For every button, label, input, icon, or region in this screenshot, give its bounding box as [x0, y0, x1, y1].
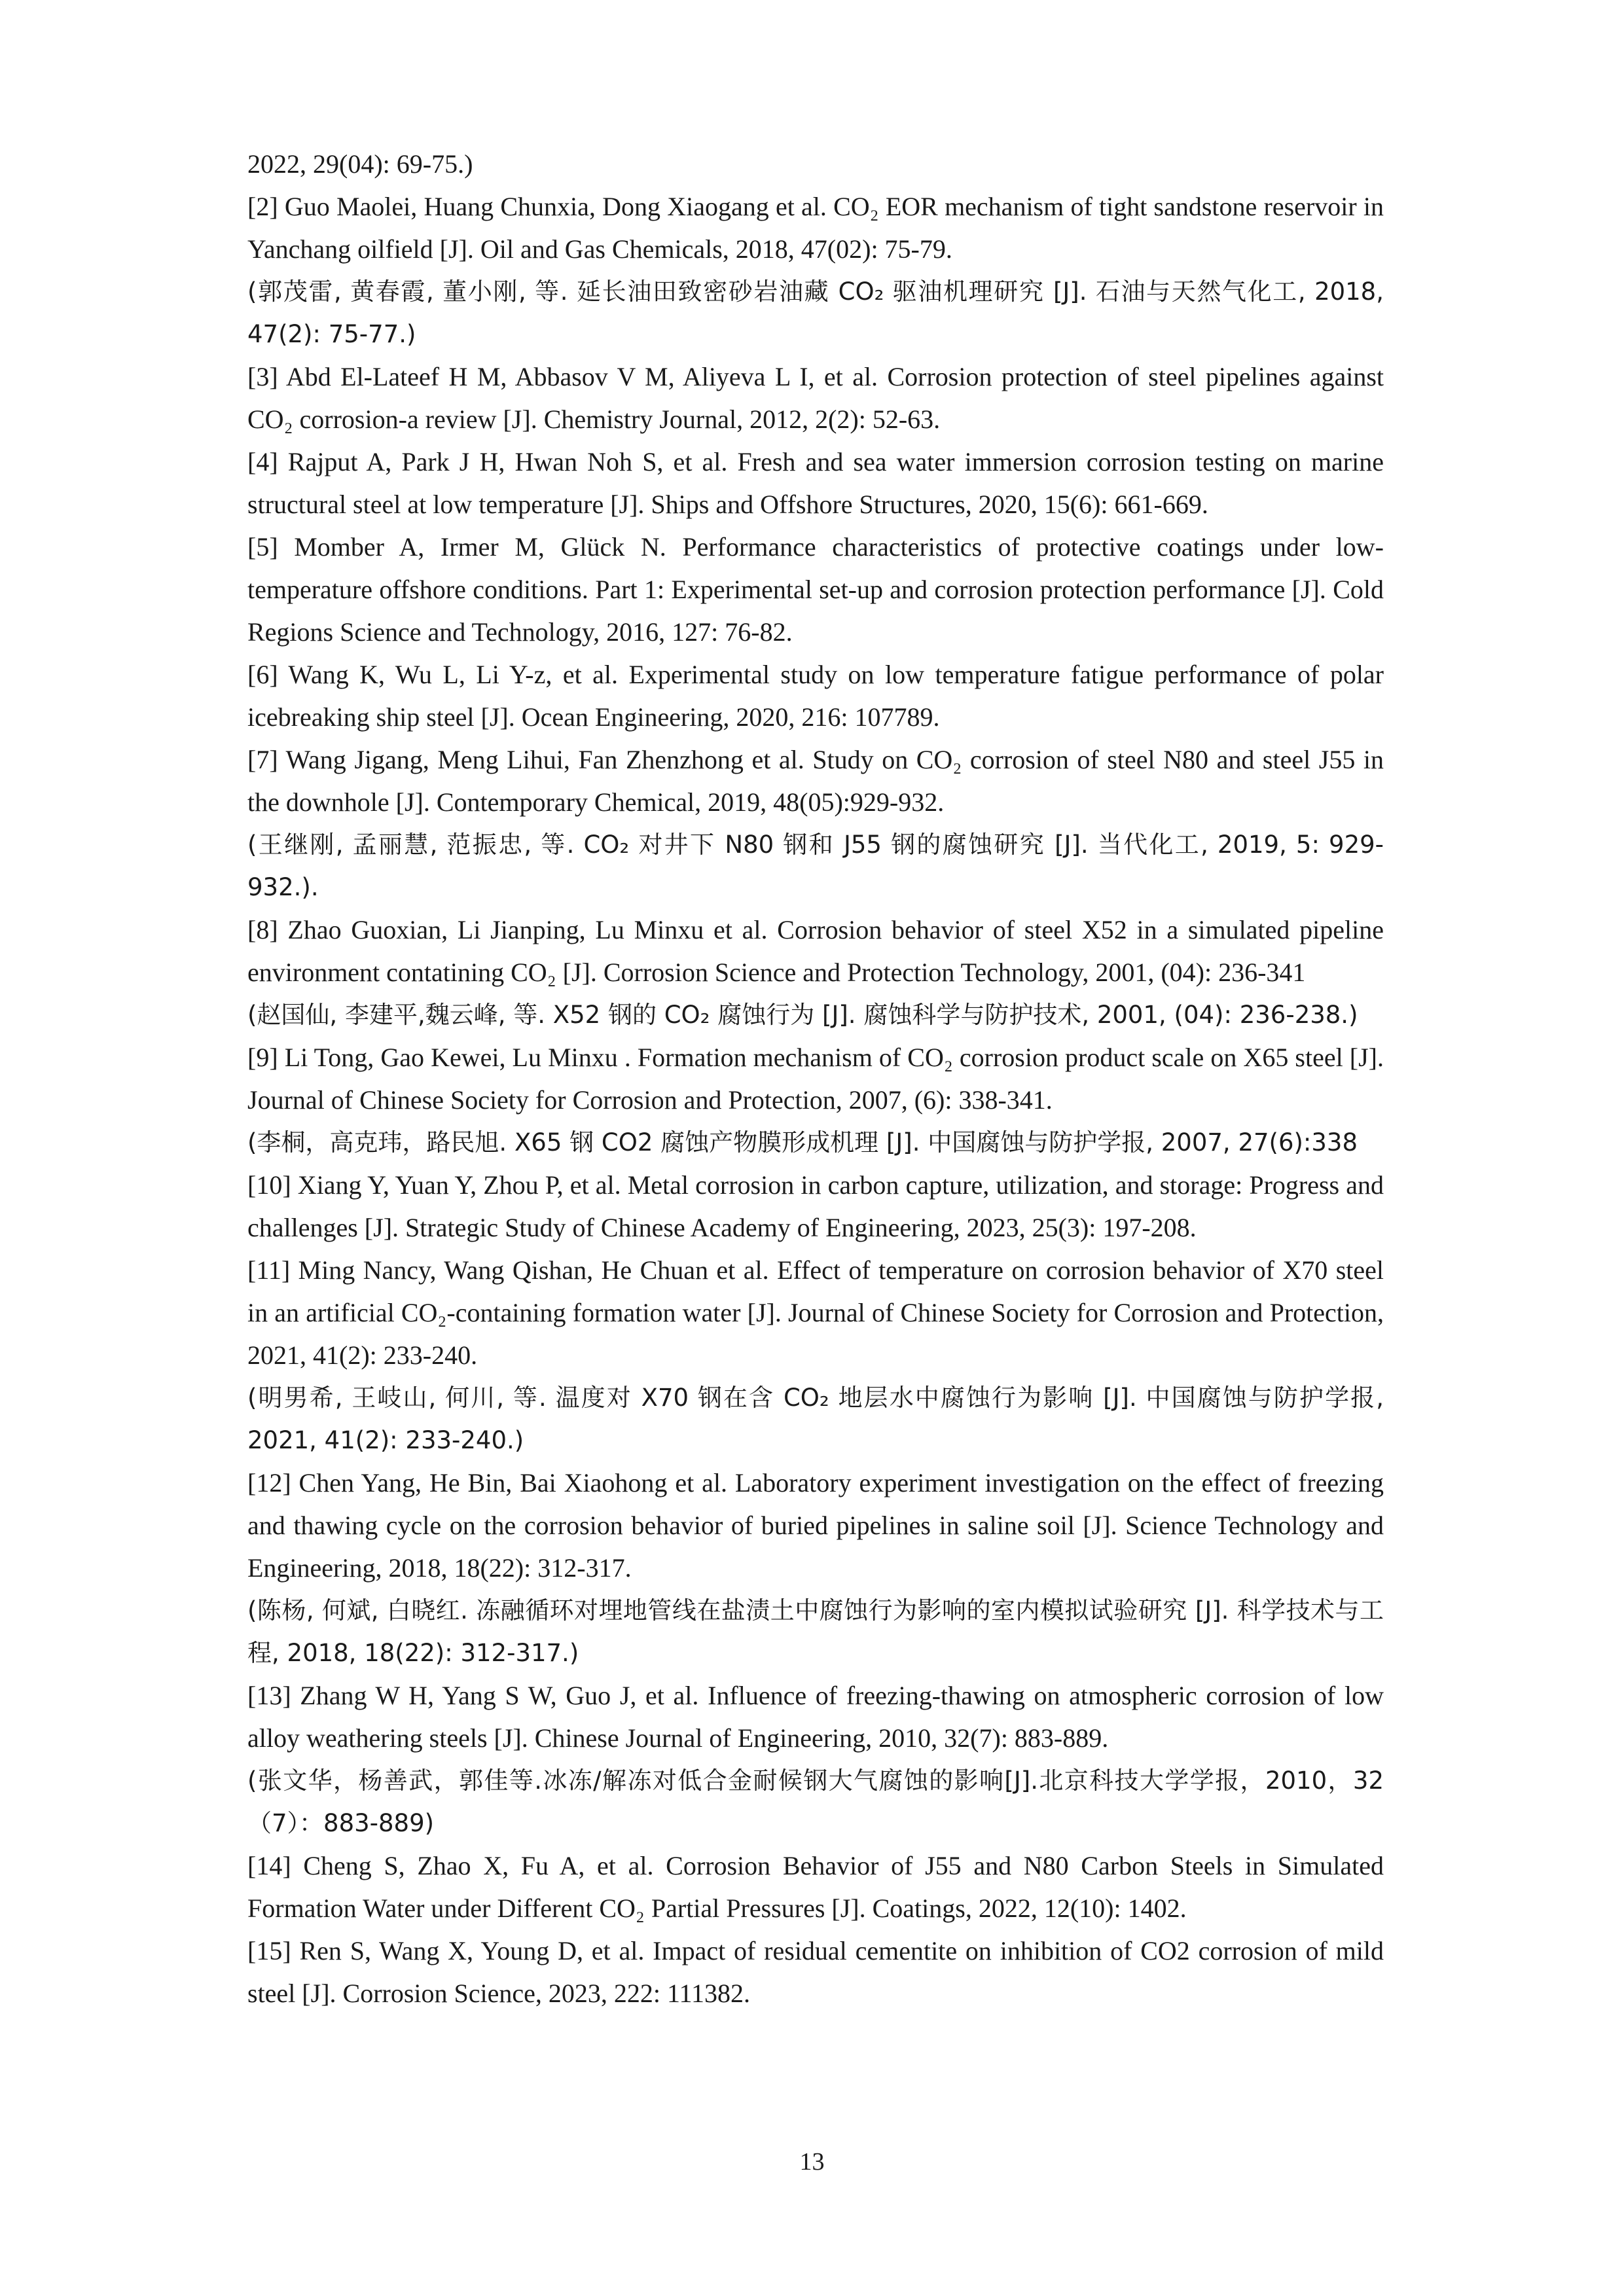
reference-chinese: (张文华，杨善武，郭佳等.冰冻/解冻对低合金耐候钢大气腐蚀的影响[J].北京科技大学学报，2010，32（7）：883-889): [247, 1767, 1384, 1837]
reference-english: [10] Xiang Y, Yuan Y, Zhou P, et al. Metal corrosion in carbon capture, utilization, and storage: Progress and challenges [J]. Strategic Study of Chinese Academy of Engineering, 2023, 25(3): 197-208.: [247, 1170, 1384, 1242]
reference-chinese: (赵国仙, 李建平,魏云峰, 等. X52 钢的 CO₂ 腐蚀行为 [J]. 腐蚀科学与防护技术, 2001, (04): 236-238.): [247, 1001, 1358, 1029]
reference-english: [2] Guo Maolei, Huang Chunxia, Dong Xiaogang et al. CO₂ EOR mechanism of tight sandstone reservoir in Yanchang oilfield [J]. Oil and Gas Chemicals, 2018, 47(02): 75-79.: [247, 192, 1384, 264]
reference-english: [8] Zhao Guoxian, Li Jianping, Lu Minxu et al. Corrosion behavior of steel X52 in a simulated pipeline environment contatining CO₂ [J]. Corrosion Science and Protection Technology, 2001, (04): 236-341: [247, 915, 1384, 987]
reference-english: [3] Abd El-Lateef H M, Abbasov V M, Aliyeva L I, et al. Corrosion protection of steel pipelines against CO₂ corrosion-a review [J]. Chemistry Journal, 2012, 2(2): 52-63.: [247, 362, 1384, 434]
reference-item: [247, 1844, 1384, 1929]
reference-item: [247, 1036, 1384, 1164]
reference-chinese: (王继刚, 孟丽慧, 范振忠, 等. CO₂ 对井下 N80 钢和 J55 钢的腐蚀研究 [J]. 当代化工, 2019, 5: 929-932.).: [247, 831, 1384, 901]
reference-list: [247, 143, 1384, 2015]
reference-item: [247, 1462, 1384, 1674]
reference-english: [15] Ren S, Wang X, Young D, et al. Impact of residual cementite on inhibition of CO2 corrosion of mild steel [J]. Corrosion Science, 2023, 222: 111382.: [247, 1936, 1384, 2008]
reference-item: [247, 1164, 1384, 1249]
reference-english: [12] Chen Yang, He Bin, Bai Xiaohong et al. Laboratory experiment investigation on the effect of freezing and thawing cycle on the corrosion behavior of buried pipelines in saline soil [J]. Science Technology and Engineering, 2018, 18(22): 312-317.: [247, 1468, 1384, 1583]
reference-item: [247, 440, 1384, 526]
reference-english: [6] Wang K, Wu L, Li Y-z, et al. Experimental study on low temperature fatigue performance of polar icebreaking ship steel [J]. Ocean Engineering, 2020, 216: 107789.: [247, 660, 1384, 732]
reference-item: [247, 908, 1384, 1036]
reference-english: [4] Rajput A, Park J H, Hwan Noh S, et al. Fresh and sea water immersion corrosion testing on marine structural steel at low temperature [J]. Ships and Offshore Structures, 2020, 15(6): 661-669.: [247, 447, 1384, 519]
reference-item: [247, 185, 1384, 355]
reference-chinese: (郭茂雷, 黄春霞, 董小刚, 等. 延长油田致密砂岩油藏 CO₂ 驱油机理研究 [J]. 石油与天然气化工, 2018, 47(2): 75-77.): [247, 278, 1384, 348]
reference-english: [11] Ming Nancy, Wang Qishan, He Chuan et al. Effect of temperature on corrosion behavior of X70 steel in an artificial CO₂-containing formation water [J]. Journal of Chinese Society for Corrosion and Protection, 2021, 41(2): 233-240.: [247, 1255, 1384, 1370]
reference-chinese: (明男希, 王岐山, 何川, 等. 温度对 X70 钢在含 CO₂ 地层水中腐蚀行为影响 [J]. 中国腐蚀与防护学报, 2021, 41(2): 233-240.): [247, 1384, 1384, 1454]
reference-chinese: (陈杨, 何斌, 白晓红. 冻融循环对埋地管线在盐渍土中腐蚀行为影响的室内模拟试验研究 [J]. 科学技术与工程, 2018, 18(22): 312-317.): [247, 1596, 1384, 1667]
reference-item: [247, 1249, 1384, 1462]
reference-english: [5] Momber A, Irmer M, Glück N. Performance characteristics of protective coatings under low-temperature offshore conditions. Part 1: Experimental set-up and corrosion protection performance [J]. Cold Regions Science and Technology, 2016, 127: 76-82.: [247, 532, 1384, 647]
reference-item: [247, 1929, 1384, 2015]
reference-english: [7] Wang Jigang, Meng Lihui, Fan Zhenzhong et al. Study on CO₂ corrosion of steel N80 and steel J55 in the downhole [J]. Contemporary Chemical, 2019, 48(05):929-932.: [247, 745, 1384, 817]
page-number: 13: [799, 2148, 825, 2176]
reference-item: [247, 738, 1384, 908]
references-container: [247, 185, 1384, 2015]
reference-continuation: 2022, 29(04): 69-75.): [247, 149, 473, 179]
reference-item: [247, 526, 1384, 653]
reference-english: [9] Li Tong, Gao Kewei, Lu Minxu . Formation mechanism of CO₂ corrosion product scale on X65 steel [J]. Journal of Chinese Society for Corrosion and Protection, 2007, (6): 338-341.: [247, 1043, 1384, 1115]
reference-chinese: (李桐，高克玮，路民旭. X65 钢 CO2 腐蚀产物膜形成机理 [J]. 中国腐蚀与防护学报, 2007, 27(6):338: [247, 1128, 1358, 1157]
reference-english: [14] Cheng S, Zhao X, Fu A, et al. Corrosion Behavior of J55 and N80 Carbon Steels in Simulated Formation Water under Different CO₂ Partial Pressures [J]. Coatings, 2022, 12(10): 1402.: [247, 1851, 1384, 1923]
reference-item: [247, 1674, 1384, 1844]
reference-item: [247, 653, 1384, 738]
reference-item: [247, 355, 1384, 440]
reference-english: [13] Zhang W H, Yang S W, Guo J, et al. Influence of freezing-thawing on atmospheric corrosion of low alloy weathering steels [J]. Chinese Journal of Engineering, 2010, 32(7): 883-889.: [247, 1681, 1384, 1753]
